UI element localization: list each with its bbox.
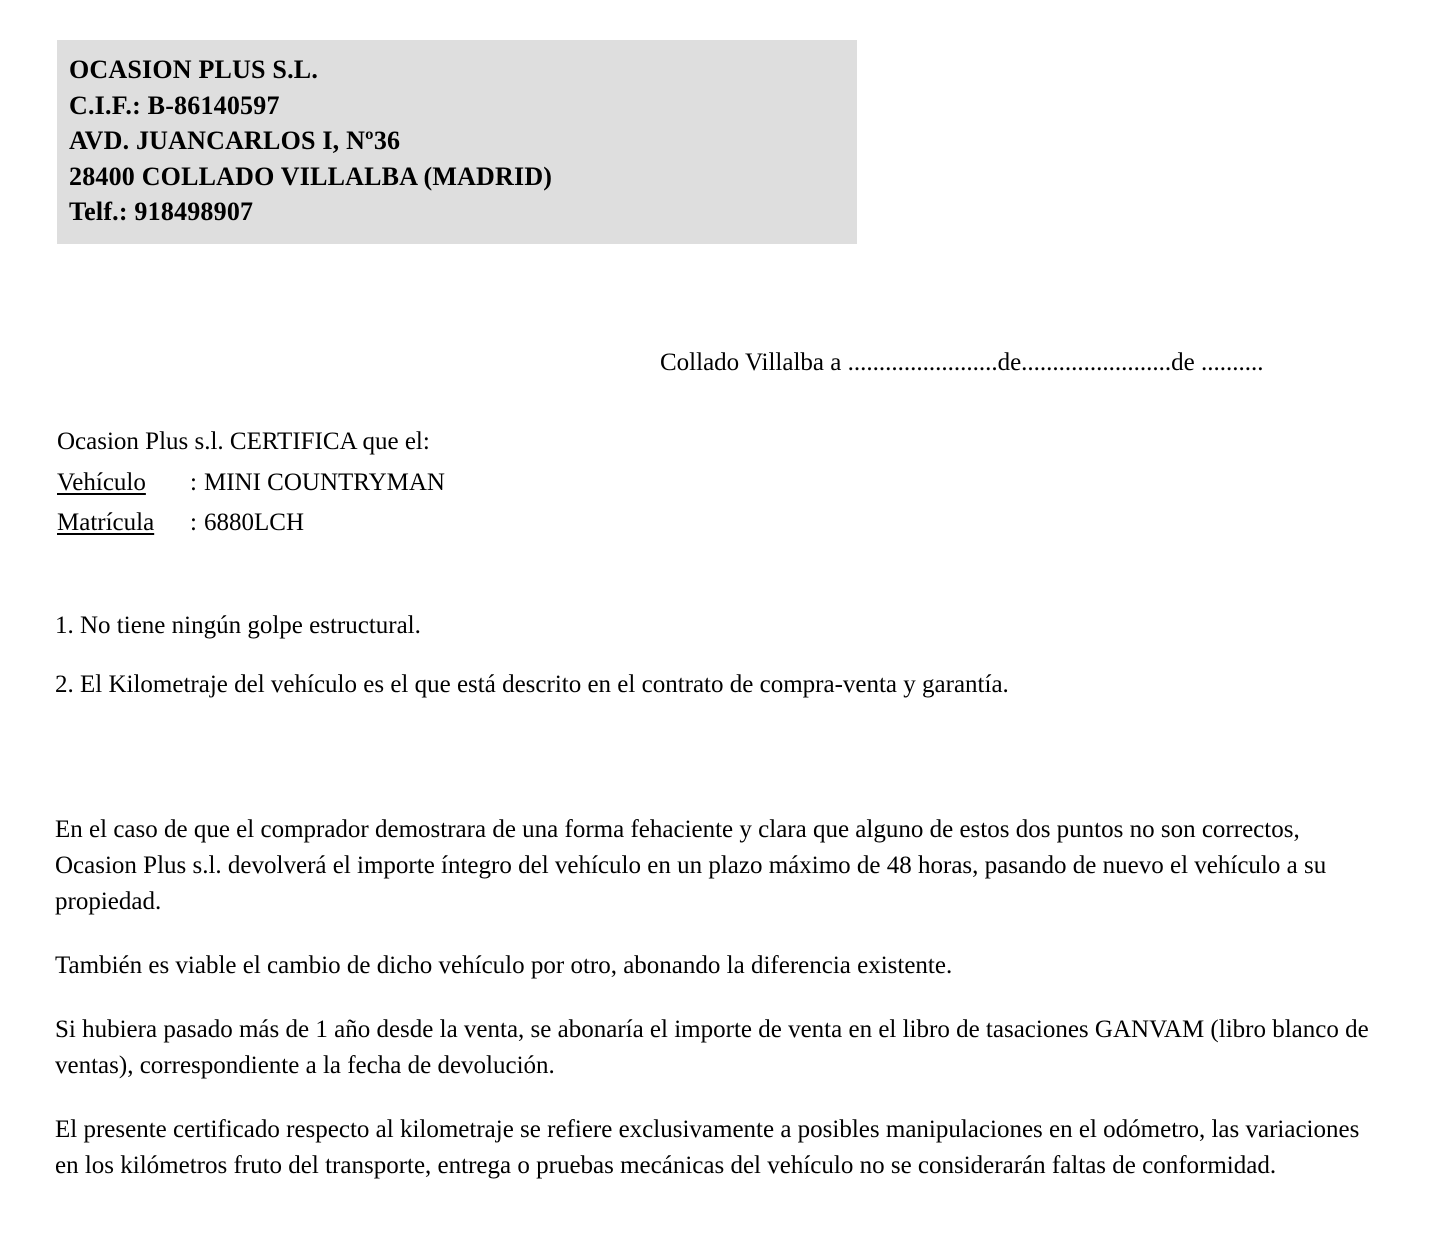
paragraph: El presente certificado respecto al kilometraje se refiere exclusivamente a posibles manipulaciones en el odómetro, las variaciones en los kilómetros fruto del transporte, entrega o pruebas mecánicas del vehículo no se considerarán faltas de conformidad. — [55, 1116, 1360, 1179]
company-city: 28400 COLLADO VILLALBA (MADRID) — [69, 161, 553, 191]
vehicle-label: Vehículo — [57, 468, 146, 496]
certified-points-list — [55, 610, 1385, 727]
vehicle-separator: : — [190, 468, 197, 496]
paragraph: También es viable el cambio de dicho vehículo por otro, abonando la diferencia existente. — [55, 952, 953, 979]
paragraph: En el caso de que el comprador demostrara de una forma fehaciente y clara que alguno de estos dos puntos no son correctos, Ocasion Plus s.l. devolverá el importe íntegro del vehículo en un plazo máximo de 48 horas, pasando de nuevo el vehículo a su propiedad. — [55, 816, 1327, 915]
body-paragraphs — [55, 812, 1385, 1184]
paragraph: Si hubiera pasado más de 1 año desde la venta, se abonaría el importe de venta en el libro de tasaciones GANVAM (libro blanco de ventas), correspondiente a la fecha de devolución. — [55, 1016, 1369, 1079]
plate-value: 6880LCH — [204, 509, 304, 536]
company-name: OCASION PLUS S.L. — [69, 55, 319, 84]
plate-separator: : — [190, 509, 197, 536]
company-phone: Telf.: 918498907 — [69, 197, 254, 227]
letterhead-block — [57, 40, 857, 244]
company-cif: C.I.F.: B-86140597 — [69, 90, 280, 120]
company-address: AVD. JUANCARLOS I, Nº36 — [69, 126, 401, 156]
list-item: 2. El Kilometraje del vehículo es el que está descrito en el contrato de compra-venta y garantía. — [55, 670, 1009, 698]
certification-block — [57, 422, 445, 544]
vehicle-row — [57, 463, 445, 504]
plate-row — [57, 503, 445, 544]
place-and-date-line: Collado Villalba a ........................de........................de .......... — [660, 349, 1264, 376]
plate-label: Matrícula — [57, 509, 155, 536]
list-item: 1. No tiene ningún golpe estructural. — [55, 612, 421, 639]
certifies-intro: Ocasion Plus s.l. CERTIFICA que el: — [57, 428, 430, 455]
vehicle-value: MINI COUNTRYMAN — [204, 468, 445, 496]
